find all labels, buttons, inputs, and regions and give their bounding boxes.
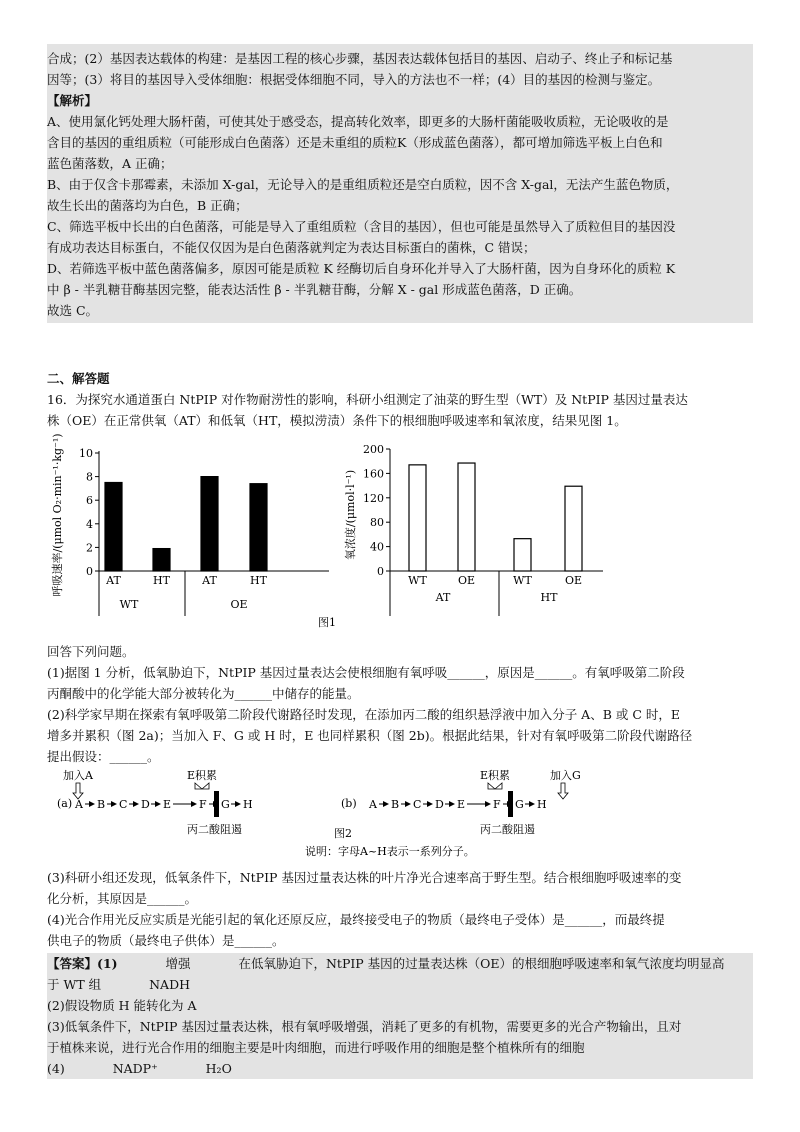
pathway-molecule: E [163,798,172,811]
answer-value: NADP⁺ [112,1061,158,1076]
block-bar [508,791,513,817]
x-tick-label: HT [250,574,267,587]
question-text: (2)科学家早期在探索有氧呼吸第二阶段代谢路径时发现，在添加丙二酸的组织悬浮液中加入分子 A、B 或 C 时，E [47,707,681,722]
bar [153,549,170,571]
answer-value: (3)低氧条件下，NtPIP 基因过量表达株，根有氧呼吸增强，消耗了更多的有机物，需要更多的光合产物输出，且对 [47,1019,682,1034]
answer-value: 在低氧胁迫下，NtPIP 基因的过量表达株（OE）的根细胞呼吸速率和氧气浓度均明显高 [238,956,725,971]
answer-value: 于植株来说，进行光合作用的细胞主要是叶肉细胞，而进行呼吸作用的细胞是整个植株所有的细胞 [47,1040,585,1055]
text-line: 中 β - 半乳糖苷酶基因完整，能表达活性 β - 半乳糖苷酶，分解 X - gal 形成蓝色菌落，D 正确。 [47,282,582,297]
x-tick-label: WT [408,574,427,587]
accumulate-icon [195,783,209,789]
bar [105,483,122,572]
pathway-molecule: H [243,798,253,811]
figure-1-svg [47,431,753,641]
answer-value: (2)假设物质 H 能转化为 A [47,998,197,1013]
pathway-molecule: A [75,798,83,811]
answer-label: (4) [47,1061,65,1076]
text-line: 有成功表达目标蛋白，不能仅仅因为是白色菌落就判定为表达目标蛋白的菌株，C 错误； [47,240,536,255]
x-tick-label: WT [513,574,532,587]
y-tick-label: 120 [363,491,384,505]
y-tick-label: 40 [370,540,384,554]
pathway-molecule: B [97,798,106,811]
pathway-molecule: F [493,798,501,811]
text-line: 故生长出的菌落均为白色，B 正确； [47,198,248,213]
figure-caption: 图1 [318,616,336,629]
bar [250,484,267,571]
question-text: 丙酮酸中的化学能大部分被转化为______中储存的能量。 [47,686,360,701]
y-tick-label: 160 [363,467,384,481]
y-tick-label: 8 [86,470,93,484]
page [47,0,753,1079]
pathway-molecule: E [457,798,466,811]
answer-value: 于 WT 组 [47,977,102,992]
pathway-molecule: G [221,798,230,811]
x-tick-label: AT [106,574,121,587]
text-line: 因等；(3）将目的基因导入受体细胞：根据受体细胞不同，导入的方法也不一样；(4）目的基因的检测与鉴定。 [47,72,661,87]
pathway-molecule: A [369,798,377,811]
y-axis-label: 氧浓度/(μmol·l⁻¹) [344,469,357,561]
y-axis-label: 呼吸速率/(μmol O₂·min⁻¹·kg⁻¹) [51,433,64,597]
bar [565,486,582,571]
block-label: 丙二酸阻遏 [187,823,242,836]
text-line: B、由于仅含卡那霉素，未添加 X-gal，无论导入的是重组质粒还是空白质粒，因不含 X-gal，无法产生蓝色物质， [47,177,679,192]
question-text: 增多并累积（图 2a)；当加入 F、G 或 H 时，E 也同样累积（图 2b)。根据此结果，针对有氧呼吸第二阶段代谢路径 [47,728,693,743]
pathway-molecule: D [141,798,150,811]
pathway-molecule: F [199,798,207,811]
bar [514,539,531,571]
bar [201,477,218,571]
text-line: 故选 C。 [47,303,99,318]
x-tick-label: AT [202,574,217,587]
add-g-label: 加入G [550,769,581,782]
figure-2 [47,767,753,867]
bar [409,465,426,571]
group-label: WT [119,598,139,611]
answer-value: NADH [149,977,190,992]
pathway-molecule: C [119,798,128,811]
bar [458,463,475,571]
pathway-molecule: C [413,798,422,811]
question-text: 株（OE）在正常供氧（AT）和低氧（HT，模拟涝渍）条件下的根细胞呼吸速率和氧浓度，结果见图 1。 [47,413,627,428]
y-tick-label: 200 [363,443,384,456]
text-line: 合成；(2）基因表达载体的构建：是基因工程的核心步骤，基因表达载体包括目的基因、启动子、终止子和标记基 [47,51,673,66]
x-tick-label: HT [153,574,170,587]
answer-block [47,953,753,1079]
text-line: D、若筛选平板中蓝色菌落偏多，原因可能是质粒 K 经酶切后自身环化并导入了大肠杆菌，因为自身环化的质粒 K [47,261,676,276]
accumulate-icon [488,783,502,789]
e-accum-label: E积累 [187,769,218,782]
block-label: 丙二酸阻遏 [480,823,535,836]
question-text: 供电子的物质（最终电子供体）是______。 [47,933,285,948]
question-text: (1)据图 1 分析，低氧胁迫下，NtPIP 基因过量表达会使根细胞有氧呼吸______，原因是______。有氧呼吸第二阶段 [47,665,685,680]
analysis-heading: 【解析】 [47,93,98,108]
e-accum-label: E积累 [480,769,511,782]
section-heading: 二、解答题 [47,371,110,386]
question-text: (3)科研小组还发现，低氧条件下，NtPIP 基因过量表达株的叶片净光合速率高于野生型。结合根细胞呼吸速率的变 [47,870,682,885]
text-line: C、筛选平板中长出的白色菌落，可能是导入了重组质粒（含目的基因），但也可能是虽然导入了质粒但目的基因没 [47,219,676,234]
figure-2-svg [47,767,753,867]
question-text: 提出假设：______。 [47,749,160,764]
answer-value: 增强 [165,956,191,971]
down-arrow-icon [73,783,83,799]
add-a-label: 加入A [63,769,93,782]
question-text: (4)光合作用光反应实质是光能引起的氧化还原反应，最终接受电子的物质（最终电子受体）是______，而最终提 [47,912,665,927]
question-text: 化分析，其原因是______。 [47,891,198,906]
group-label: OE [230,598,248,611]
x-tick-label: OE [564,574,583,587]
y-tick-label: 4 [86,517,93,531]
y-tick-label: 6 [86,494,93,508]
text-line: 含目的基因的重组质粒（可能形成白色菌落）还是未重组的质粒K（形成蓝色菌落），都可增加筛选平板上白色和 [47,135,663,150]
text-line: 蓝色菌落数，A 正确； [47,156,173,171]
pathway-molecule: G [515,798,524,811]
y-tick-label: 10 [79,447,93,460]
block-bar [214,791,219,817]
group-label: AT [435,591,451,604]
text-line: A、使用氯化钙处理大肠杆菌，可使其处于感受态，提高转化效率，即更多的大肠杆菌能吸收质粒，无论吸收的是 [47,114,669,129]
solution-block [47,44,753,323]
question-text: 16．为探究水通道蛋白 NtPIP 对作物耐涝性的影响，科研小组测定了油菜的野生型（WT）及 NtPIP 基因过量表达 [47,392,688,407]
y-tick-label: 0 [377,565,384,578]
figure-1 [47,431,753,641]
y-tick-label: 80 [370,516,384,530]
figure-caption: 图2 [334,827,352,840]
y-tick-label: 0 [86,565,93,578]
answer-label: 【答案】(1) [47,956,118,971]
panel-label: (b) [341,797,357,810]
x-tick-label: OE [457,574,476,587]
figure-note: 说明：字母A~H表示一系列分子。 [305,845,475,858]
y-tick-label: 2 [86,541,93,555]
down-arrow-icon [558,783,568,799]
group-label: HT [540,591,558,604]
answer-value: H₂O [205,1061,232,1076]
pathway-molecule: H [537,798,547,811]
prompt-text: 回答下列问题。 [47,644,135,659]
panel-label: (a) [57,797,73,810]
pathway-molecule: B [391,798,400,811]
pathway-molecule: D [435,798,444,811]
